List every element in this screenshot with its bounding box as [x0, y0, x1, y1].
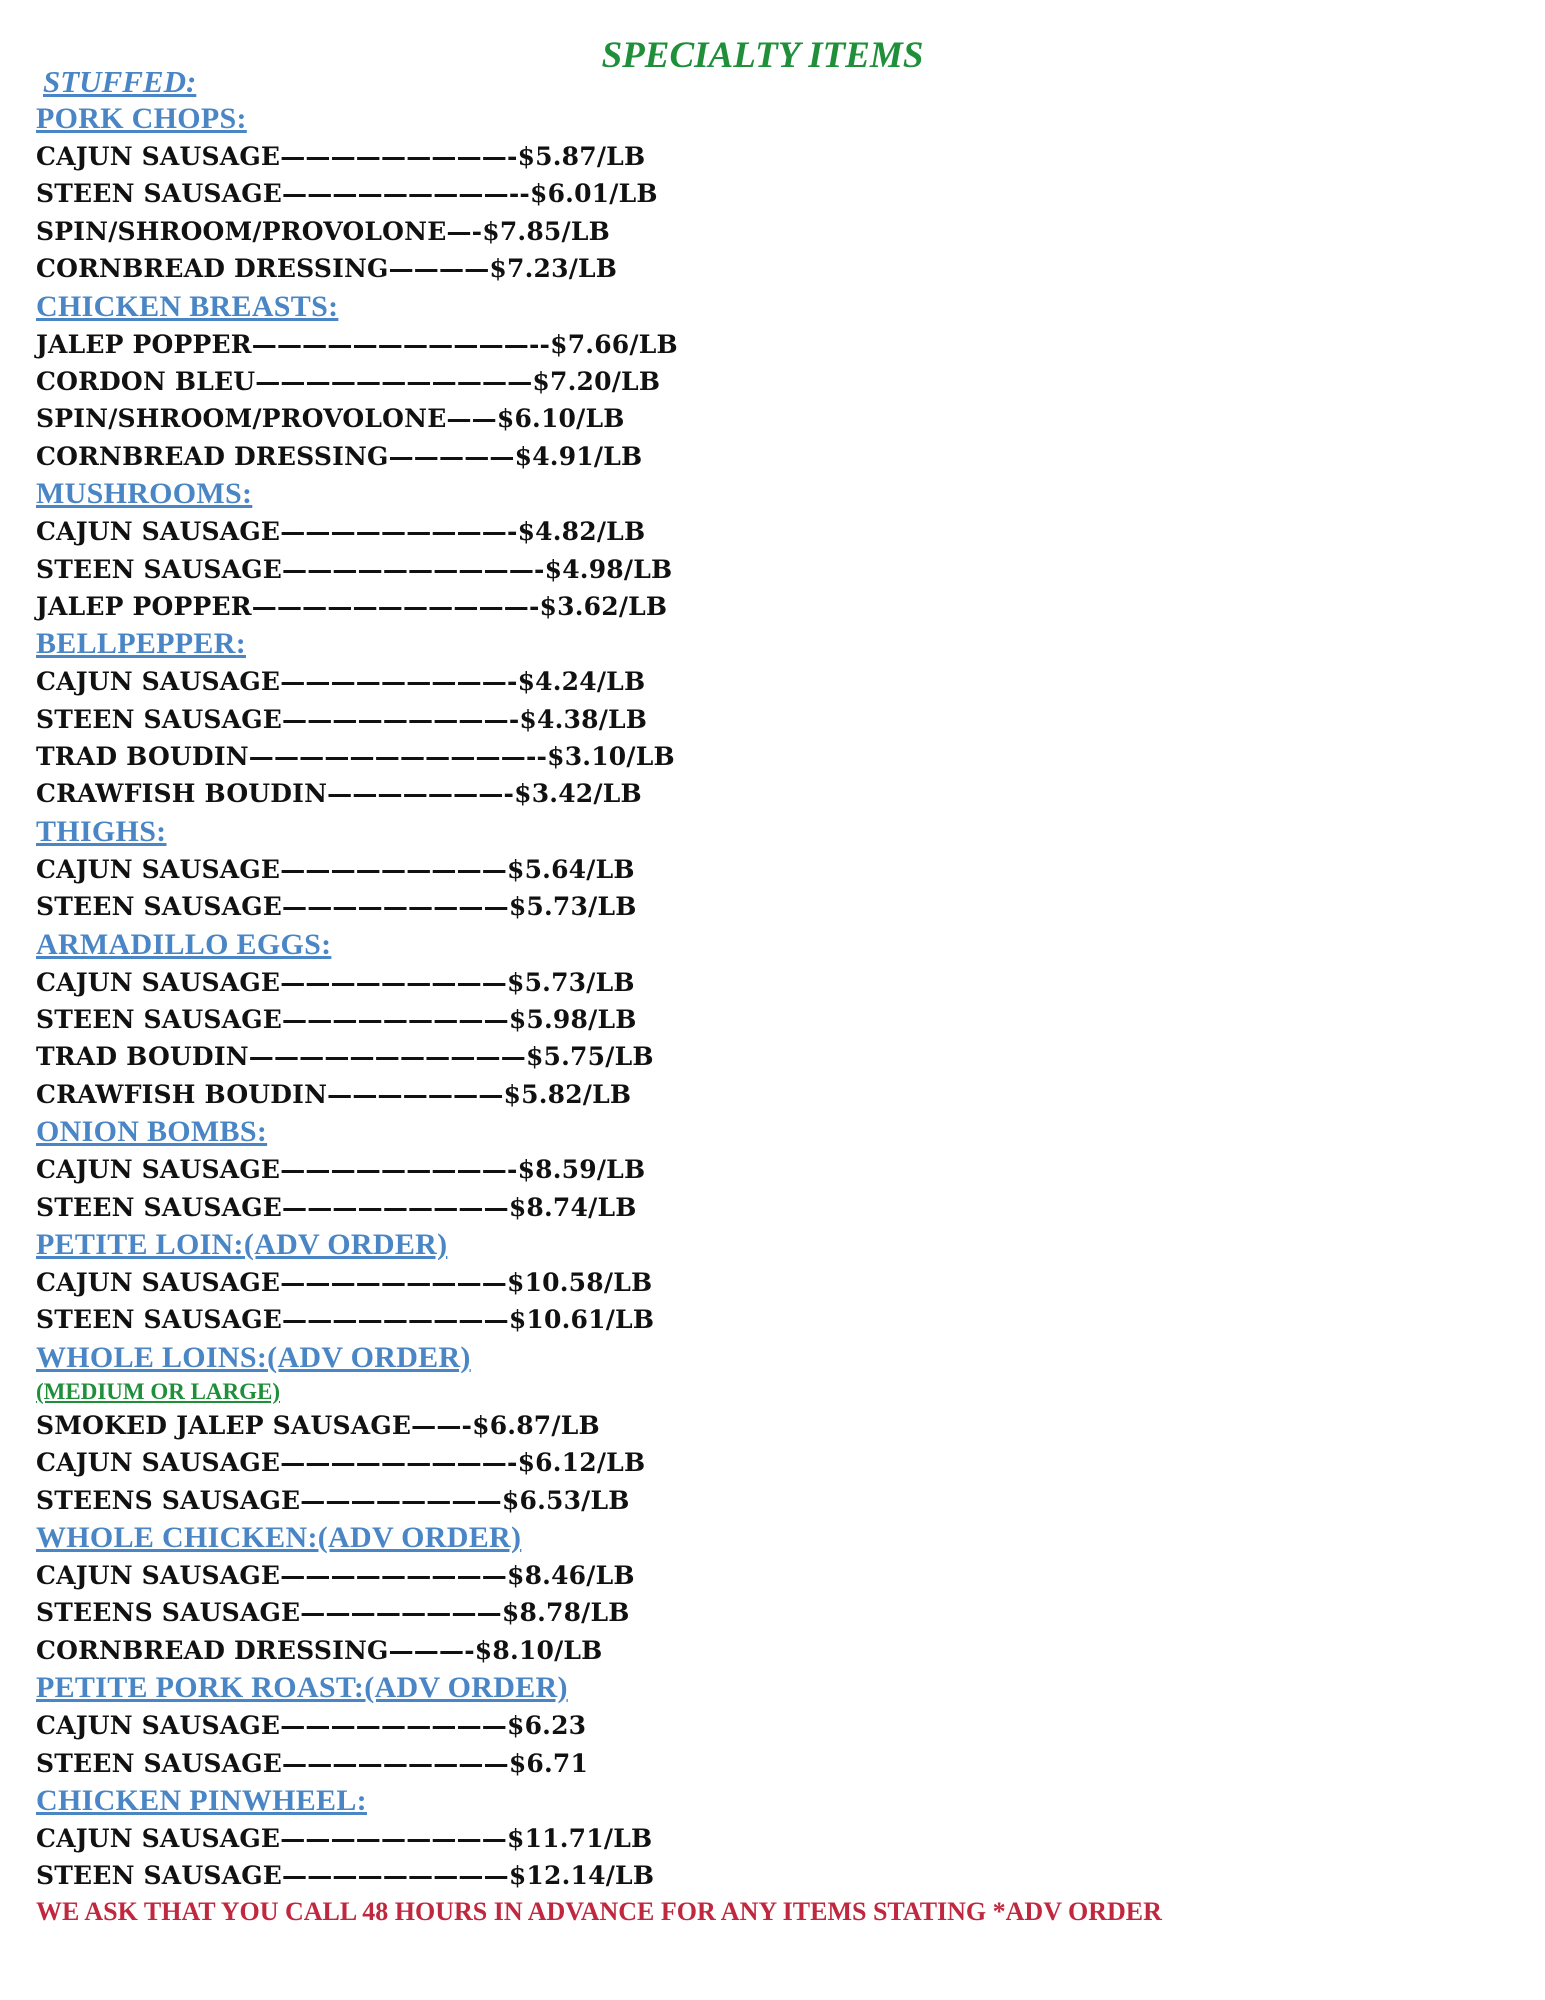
menu-item: STEEN SAUSAGE—————————-$4.38/LB — [36, 704, 648, 734]
section-pork-chops — [36, 100, 1496, 288]
menu-item: CORNBREAD DRESSING————$7.23/LB — [36, 254, 618, 284]
menu-item: JALEP POPPER———————————--$7.66/LB — [36, 329, 678, 359]
section-title: PORK CHOPS: — [36, 102, 247, 135]
section-title: ONION BOMBS: — [36, 1115, 268, 1149]
section-bellpepper — [36, 625, 1496, 813]
menu-item: SPIN/SHROOM/PROVOLONE—-$7.85/LB — [36, 216, 610, 246]
menu-item: CAJUN SAUSAGE—————————$5.73/LB — [36, 967, 635, 997]
section-title: THIGHS: — [36, 814, 167, 848]
menu-item: STEEN SAUSAGE——————————-$4.98/LB — [36, 554, 673, 584]
section-thighs — [36, 813, 1496, 926]
section-title: WHOLE CHICKEN:(ADV ORDER) — [36, 1520, 522, 1554]
menu-item: CAJUN SAUSAGE—————————$11.71/LB — [36, 1823, 653, 1853]
section-title: PETITE PORK ROAST:(ADV ORDER) — [36, 1671, 568, 1705]
menu-item: CORNBREAD DRESSING———-$8.10/LB — [36, 1635, 603, 1665]
menu-item: STEENS SAUSAGE————————$8.78/LB — [36, 1598, 630, 1628]
menu-item: CAJUN SAUSAGE—————————-$4.24/LB — [36, 667, 646, 697]
menu-item: CAJUN SAUSAGE—————————$8.46/LB — [36, 1560, 635, 1590]
menu-item: STEEN SAUSAGE—————————--$6.01/LB — [36, 179, 658, 209]
menu-item: STEEN SAUSAGE—————————$10.61/LB — [36, 1305, 655, 1335]
section-mushrooms — [36, 475, 1496, 625]
menu-item: CRAWFISH BOUDIN———————-$3.42/LB — [36, 779, 642, 809]
menu-item: CAJUN SAUSAGE—————————-$4.82/LB — [36, 517, 646, 547]
section-title: BELLPEPPER: — [36, 627, 246, 661]
menu-item: CAJUN SAUSAGE—————————-$5.87/LB — [36, 142, 646, 171]
menu-item: STEENS SAUSAGE————————$6.53/LB — [36, 1485, 630, 1515]
menu-item: CORNBREAD DRESSING—————$4.91/LB — [36, 441, 643, 471]
menu-item: CORDON BLEU———————————$7.20/LB — [36, 366, 661, 396]
menu-item: CAJUN SAUSAGE—————————$6.23 — [36, 1711, 587, 1741]
section-armadillo-eggs — [36, 926, 1496, 1114]
section-petite-loin — [36, 1226, 1496, 1339]
section-title: MUSHROOMS: — [36, 477, 253, 511]
menu-item: CAJUN SAUSAGE—————————-$6.12/LB — [36, 1448, 646, 1478]
menu-item: CRAWFISH BOUDIN———————$5.82/LB — [36, 1079, 632, 1109]
menu-item: TRAD BOUDIN———————————--$3.10/LB — [36, 742, 675, 772]
page-title-text: SPECIALTY ITEMS — [601, 35, 924, 76]
section-petite-pork-roast — [36, 1669, 1496, 1782]
menu-item: CAJUN SAUSAGE—————————$5.64/LB — [36, 854, 635, 884]
menu-item: SPIN/SHROOM/PROVOLONE——$6.10/LB — [36, 404, 625, 434]
section-title: PETITE LOIN:(ADV ORDER) — [36, 1227, 448, 1261]
menu-item: STEEN SAUSAGE—————————$8.74/LB — [36, 1192, 637, 1222]
section-note: (MEDIUM OR LARGE) — [36, 1378, 281, 1404]
section-chicken-breasts — [36, 288, 1496, 476]
menu-item: TRAD BOUDIN———————————$5.75/LB — [36, 1042, 654, 1072]
menu-item: STEEN SAUSAGE—————————$12.14/LB — [36, 1861, 655, 1891]
stuffed-heading: STUFFED: — [43, 64, 197, 99]
menu-item: STEEN SAUSAGE—————————$5.73/LB — [36, 892, 637, 922]
advance-order-notice: WE ASK THAT YOU CALL 48 HOURS IN ADVANCE FOR ANY ITEMS STATING *ADV ORDER — [36, 1896, 1162, 1926]
menu-item: STEEN SAUSAGE—————————$6.71 — [36, 1748, 589, 1778]
section-title: WHOLE LOINS:(ADV ORDER) — [36, 1340, 471, 1374]
section-title: CHICKEN PINWHEEL: — [36, 1783, 367, 1817]
menu-item: CAJUN SAUSAGE—————————$10.58/LB — [36, 1267, 653, 1297]
menu-content — [36, 64, 1496, 1929]
menu-item: SMOKED JALEP SAUSAGE——-$6.87/LB — [36, 1410, 600, 1440]
section-title: CHICKEN BREASTS: — [36, 289, 339, 323]
section-whole-chicken — [36, 1519, 1496, 1669]
section-onion-bombs — [36, 1113, 1496, 1226]
section-title: ARMADILLO EGGS: — [36, 927, 332, 961]
menu-item: STEEN SAUSAGE—————————$5.98/LB — [36, 1005, 637, 1035]
section-whole-loins — [36, 1339, 1496, 1519]
section-chicken-pinwheel — [36, 1782, 1496, 1895]
menu-item: CAJUN SAUSAGE—————————-$8.59/LB — [36, 1155, 646, 1185]
menu-item: JALEP POPPER———————————-$3.62/LB — [36, 591, 668, 621]
